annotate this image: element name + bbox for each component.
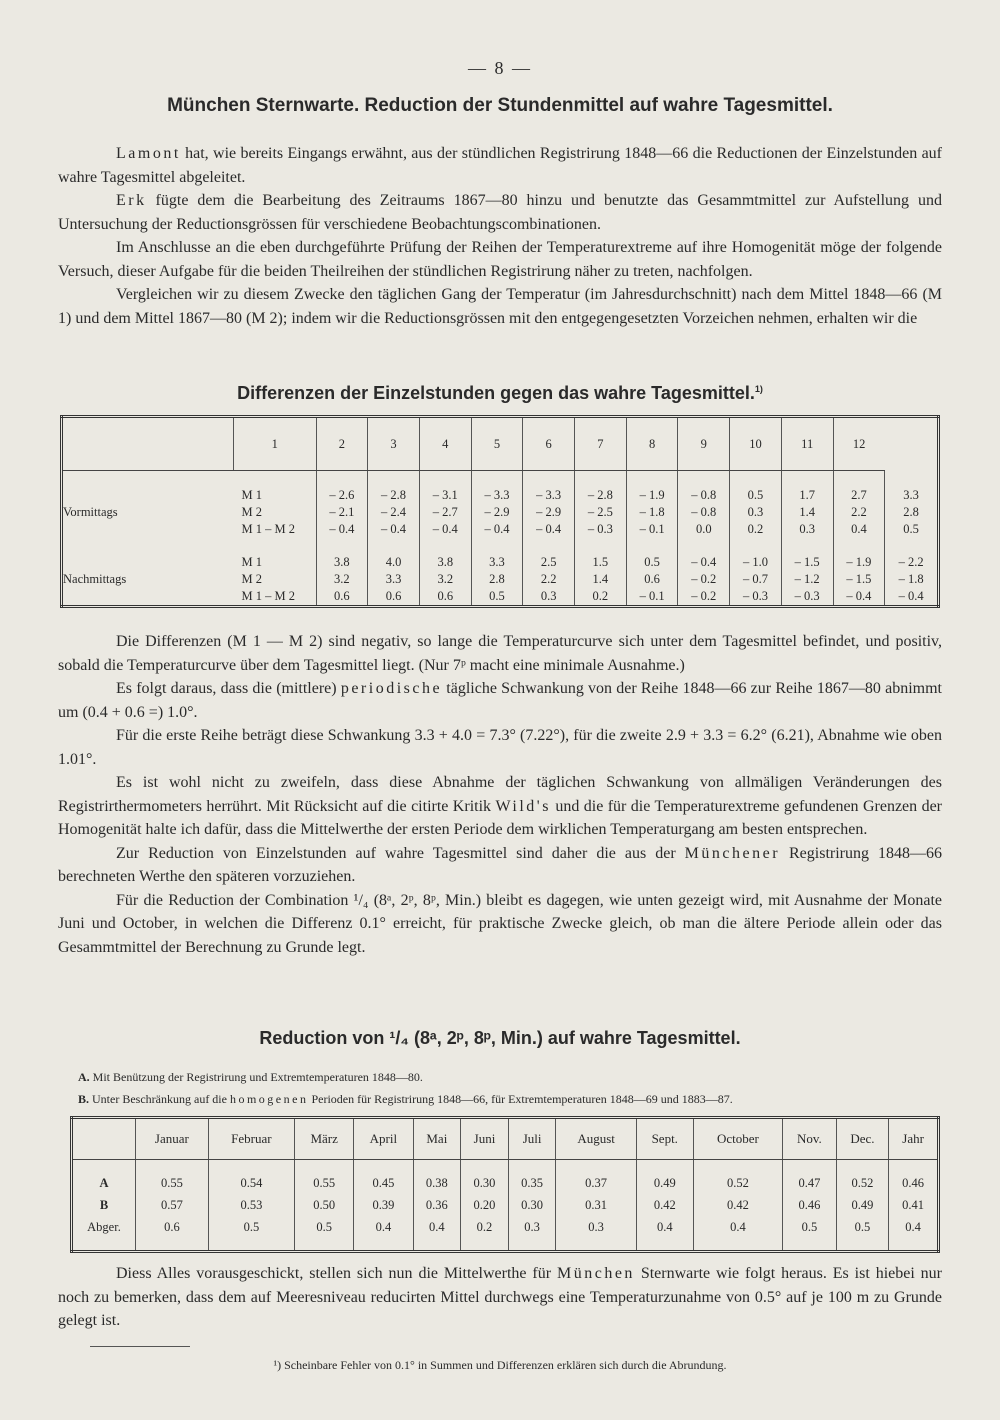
hour-header: 3 bbox=[368, 417, 420, 471]
value-cell: 0.41 bbox=[889, 1194, 939, 1216]
value-cell: – 0.4 bbox=[316, 521, 368, 538]
value-cell: 0.53 bbox=[208, 1194, 294, 1216]
row-label: Abger. bbox=[87, 1219, 121, 1234]
value-cell: – 0.4 bbox=[471, 521, 523, 538]
paragraph-9-post: Registrirung 1848—66 berechneten Werthe den späteren vorzuziehen. bbox=[58, 844, 943, 885]
value-cell: 2.8 bbox=[885, 504, 939, 521]
value-cell: – 0.3 bbox=[575, 521, 627, 538]
value-cell: 2.7 bbox=[833, 471, 885, 505]
value-cell: – 2.8 bbox=[575, 471, 627, 505]
value-cell: 0.2 bbox=[461, 1216, 509, 1252]
table-row bbox=[62, 538, 939, 571]
table2-body bbox=[72, 1160, 939, 1252]
note-b bbox=[78, 1088, 958, 1110]
value-cell: 0.4 bbox=[693, 1216, 782, 1252]
paragraph-11-pre: Diess Alles vorausgeschickt, stellen sich nun die Mittelwerthe für bbox=[116, 1265, 557, 1282]
value-cell: – 2.9 bbox=[523, 504, 575, 521]
value-cell: 0.2 bbox=[730, 521, 782, 538]
row-label: M 2 bbox=[241, 572, 262, 586]
table-row bbox=[62, 504, 939, 521]
value-cell: 1.7 bbox=[781, 471, 833, 505]
paragraph-8-post: und die für die Temperaturextreme gefundenen Grenzen der Homogenität halte ich dafür, dass die Mittelwerthe der ersten Periode dem wirklichen Temperaturgang am besten entsprechen. bbox=[58, 797, 942, 838]
paragraph-10: Für die Reduction der Combination ¹/₄ (8ᵃ, 2ᵖ, 8ᵖ, Min.) bleibt es dagegen, wie unten gezeigt wird, mit Ausnahme der Monate Juni und October, in welchen die Differenz 0.1° erreicht, für praktische Zwecke gleich, ob man die ältere Periode allein oder das Gesammtmittel der Berechnung zu Grunde legt. bbox=[58, 891, 942, 956]
value-cell: 0.5 bbox=[836, 1216, 888, 1252]
page-number: — 8 — bbox=[468, 58, 532, 78]
value-cell: 0.6 bbox=[419, 588, 471, 607]
value-cell: – 1.9 bbox=[626, 471, 678, 505]
value-cell: – 0.4 bbox=[678, 538, 730, 571]
value-cell: – 2.1 bbox=[316, 504, 368, 521]
row-label: A bbox=[99, 1175, 109, 1190]
value-cell: 0.38 bbox=[413, 1160, 461, 1195]
hour-header: 4 bbox=[419, 417, 471, 471]
value-cell: – 1.5 bbox=[833, 571, 885, 588]
table1-header-row bbox=[62, 417, 939, 471]
hour-header: 1 bbox=[234, 417, 317, 471]
value-cell: – 2.2 bbox=[885, 538, 939, 571]
row-label: M 1 bbox=[241, 488, 262, 502]
value-cell: 0.35 bbox=[508, 1160, 556, 1195]
paragraph-4: Vergleichen wir zu diesem Zwecke den täglichen Gang der Temperatur (im Jahresdurchschnitt) nach dem Mittel 1848—66 (M 1) und dem Mittel 1867—80 (M 2); indem wir die Reductionsgrössen mit den entgegengesetzten Vorzeichen nehmen, erhalten wir die bbox=[58, 286, 942, 327]
table2-notes bbox=[78, 1066, 958, 1110]
hour-header: 2 bbox=[316, 417, 368, 471]
value-cell: – 2.9 bbox=[471, 504, 523, 521]
value-cell: 0.52 bbox=[693, 1160, 782, 1195]
note-b-key: B. bbox=[78, 1092, 90, 1106]
paragraph-6-post: tägliche Schwankung von der Reihe 1848—66 zur Reihe 1867—80 abnimmt um (0.4 + 0.6 =) 1.0°. bbox=[58, 680, 942, 721]
table-row bbox=[72, 1194, 939, 1216]
table-row bbox=[72, 1216, 939, 1252]
value-cell: 0.3 bbox=[508, 1216, 556, 1252]
paragraph-9-spaced: Münchener bbox=[684, 844, 781, 862]
group-label-cell bbox=[62, 521, 234, 538]
value-cell: 0.4 bbox=[889, 1216, 939, 1252]
month-header: Nov. bbox=[783, 1118, 837, 1160]
group-label: Nachmittags bbox=[63, 572, 127, 586]
row-label: M 1 bbox=[241, 555, 262, 569]
note-a-text: Mit Benützung der Registrirung und Extremtemperaturen 1848—80. bbox=[92, 1070, 423, 1084]
row-label: M 2 bbox=[241, 505, 262, 519]
paragraph-7: Für die erste Reihe beträgt diese Schwankung 3.3 + 4.0 = 7.3° (7.22°), für die zweite 2.9 + 3.3 = 6.2° (6.21), Abnahme wie oben 1.01°. bbox=[58, 727, 942, 768]
page-title: München Sternwarte. Reduction der Stundenmittel auf wahre Tagesmittel. bbox=[167, 95, 833, 116]
month-header: Mai bbox=[413, 1118, 461, 1160]
value-cell: 0.46 bbox=[889, 1160, 939, 1195]
value-cell: 0.42 bbox=[636, 1194, 693, 1216]
paragraph-2 bbox=[58, 189, 942, 236]
month-header: Dec. bbox=[836, 1118, 888, 1160]
paragraph-8-spaced: Wild's bbox=[495, 797, 551, 815]
month-header: April bbox=[354, 1118, 413, 1160]
note-b-pre: Unter Beschränkung auf die bbox=[92, 1092, 230, 1106]
group-label-cell bbox=[62, 588, 234, 607]
paragraph-11 bbox=[58, 1262, 942, 1333]
value-cell: – 0.1 bbox=[626, 588, 678, 607]
value-cell: 2.2 bbox=[523, 571, 575, 588]
paragraph-1 bbox=[58, 142, 942, 189]
paragraph-9 bbox=[58, 842, 942, 889]
value-cell: 0.6 bbox=[626, 571, 678, 588]
value-cell: – 0.2 bbox=[678, 588, 730, 607]
value-cell: 0.6 bbox=[316, 588, 368, 607]
group-label-cell bbox=[62, 538, 234, 571]
value-cell: 0.57 bbox=[136, 1194, 209, 1216]
table2-header-row bbox=[72, 1118, 939, 1160]
value-cell: 3.2 bbox=[419, 571, 471, 588]
paragraph-11-spaced: München bbox=[556, 1265, 635, 1282]
value-cell: 0.5 bbox=[885, 521, 939, 538]
value-cell: 0.30 bbox=[508, 1194, 556, 1216]
value-cell: 3.8 bbox=[419, 538, 471, 571]
paragraph-5: Die Differenzen (M 1 — M 2) sind negativ, so lange die Temperaturcurve sich unter dem Tagesmittel befindet, und positiv, sobald die Temperaturcurve über dem Tagesmittel liegt. (Nur 7ᵖ macht eine minimale Ausnahme.) bbox=[58, 633, 942, 674]
value-cell: – 1.5 bbox=[781, 538, 833, 571]
value-cell: 0.42 bbox=[693, 1194, 782, 1216]
row-label: M 1 – M 2 bbox=[241, 522, 295, 536]
footnote-mark: 1) bbox=[754, 384, 763, 394]
group-label-cell bbox=[62, 504, 234, 521]
value-cell: 0.4 bbox=[636, 1216, 693, 1252]
month-header: October bbox=[693, 1118, 782, 1160]
intro-text bbox=[58, 142, 942, 330]
closing-text bbox=[58, 1262, 942, 1333]
value-cell: 0.4 bbox=[833, 521, 885, 538]
value-cell: – 0.7 bbox=[730, 571, 782, 588]
hour-header: 9 bbox=[678, 417, 730, 471]
value-cell: – 0.2 bbox=[678, 571, 730, 588]
hour-header: 8 bbox=[626, 417, 678, 471]
value-cell: 0.31 bbox=[556, 1194, 636, 1216]
note-a bbox=[78, 1066, 958, 1088]
value-cell: – 0.4 bbox=[368, 521, 420, 538]
value-cell: 0.49 bbox=[636, 1160, 693, 1195]
value-cell: 0.45 bbox=[354, 1160, 413, 1195]
paragraph-6 bbox=[58, 677, 942, 724]
value-cell: – 0.8 bbox=[678, 504, 730, 521]
value-cell: 0.20 bbox=[461, 1194, 509, 1216]
paragraph-11-post: Sternwarte wie folgt heraus. Es ist hiebei nur noch zu bemerken, dass dem auf Meeresniveau reducirten Mittel durchwegs eine Temperaturzunahme von 0.5° auf je 100 m zu Grunde gelegt ist. bbox=[58, 1265, 943, 1329]
paragraph-9-pre: Zur Reduction von Einzelstunden auf wahre Tagesmittel sind daher die aus der bbox=[116, 844, 685, 862]
value-cell: – 0.4 bbox=[885, 588, 939, 607]
reduction-table bbox=[70, 1116, 940, 1253]
month-header: Juli bbox=[508, 1118, 556, 1160]
value-cell: 3.8 bbox=[316, 538, 368, 571]
analysis-text bbox=[58, 630, 942, 959]
value-cell: 0.30 bbox=[461, 1160, 509, 1195]
paragraph-1-text: hat, wie bereits Eingangs erwähnt, aus der stündlichen Registrirung 1848—66 die Reductionen der Einzelstunden auf wahre Tagesmittel abgeleitet. bbox=[58, 145, 942, 186]
table-row bbox=[72, 1160, 939, 1195]
value-cell: 0.3 bbox=[556, 1216, 636, 1252]
value-cell: 0.5 bbox=[471, 588, 523, 607]
note-b-spaced: homogenen bbox=[229, 1092, 309, 1106]
value-cell: – 3.1 bbox=[419, 471, 471, 505]
value-cell: 0.3 bbox=[523, 588, 575, 607]
month-header: Sept. bbox=[636, 1118, 693, 1160]
month-header: März bbox=[295, 1118, 354, 1160]
table-row bbox=[62, 471, 939, 505]
value-cell: 1.4 bbox=[575, 571, 627, 588]
value-cell: 0.5 bbox=[730, 471, 782, 505]
paragraph-6-pre: Es folgt daraus, dass die (mittlere) bbox=[116, 680, 341, 697]
value-cell: – 0.4 bbox=[419, 521, 471, 538]
value-cell: 3.3 bbox=[885, 471, 939, 505]
table-row bbox=[62, 521, 939, 538]
value-cell: 2.8 bbox=[471, 571, 523, 588]
value-cell: 0.6 bbox=[368, 588, 420, 607]
hour-header: 7 bbox=[575, 417, 627, 471]
hour-header: 5 bbox=[471, 417, 523, 471]
value-cell: 0.52 bbox=[836, 1160, 888, 1195]
value-cell: – 1.8 bbox=[885, 571, 939, 588]
value-cell: 0.3 bbox=[781, 521, 833, 538]
value-cell: – 1.8 bbox=[626, 504, 678, 521]
footnote: ¹) Scheinbare Fehler von 0.1° in Summen und Differenzen erklären sich durch die Abrundung. bbox=[0, 1358, 1000, 1373]
value-cell: 0.3 bbox=[730, 504, 782, 521]
value-cell: – 2.5 bbox=[575, 504, 627, 521]
group-label-cell bbox=[62, 471, 234, 505]
value-cell: 0.49 bbox=[836, 1194, 888, 1216]
month-header: Januar bbox=[136, 1118, 209, 1160]
value-cell: – 2.4 bbox=[368, 504, 420, 521]
value-cell: 0.5 bbox=[626, 538, 678, 571]
value-cell: 0.50 bbox=[295, 1194, 354, 1216]
value-cell: 0.5 bbox=[783, 1216, 837, 1252]
row-label: B bbox=[99, 1197, 109, 1212]
value-cell: 0.55 bbox=[136, 1160, 209, 1195]
paragraph-6-spaced: periodische bbox=[340, 680, 443, 697]
value-cell: – 0.8 bbox=[678, 471, 730, 505]
hour-header: 10 bbox=[730, 417, 782, 471]
table1-title bbox=[60, 383, 940, 404]
row-label: M 1 – M 2 bbox=[241, 589, 295, 603]
value-cell: 0.4 bbox=[354, 1216, 413, 1252]
value-cell: – 3.3 bbox=[471, 471, 523, 505]
value-cell: – 1.2 bbox=[781, 571, 833, 588]
table1-title-text: Differenzen der Einzelstunden gegen das wahre Tagesmittel. bbox=[237, 383, 755, 403]
value-cell: 0.0 bbox=[678, 521, 730, 538]
paragraph-8 bbox=[58, 771, 942, 842]
value-cell: 3.3 bbox=[471, 538, 523, 571]
group-label-cell bbox=[62, 571, 234, 588]
differences-table bbox=[60, 415, 940, 608]
table2-corner-cell bbox=[72, 1118, 136, 1160]
value-cell: 0.37 bbox=[556, 1160, 636, 1195]
hour-header: 12 bbox=[833, 417, 885, 471]
month-header: Februar bbox=[208, 1118, 294, 1160]
value-cell: 3.2 bbox=[316, 571, 368, 588]
value-cell: 0.39 bbox=[354, 1194, 413, 1216]
value-cell: – 2.6 bbox=[316, 471, 368, 505]
value-cell: 2.5 bbox=[523, 538, 575, 571]
value-cell: – 0.3 bbox=[781, 588, 833, 607]
value-cell: – 3.3 bbox=[523, 471, 575, 505]
paragraph-2-text: fügte dem die Bearbeitung des Zeitraums 1867—80 hinzu und benutzte das Gesammtmittel zur Aufstellung und Untersuchung der Reductionsgrössen für verschiedene Beobachtungscombinationen. bbox=[58, 192, 942, 233]
value-cell: 0.6 bbox=[136, 1216, 209, 1252]
hour-header: 11 bbox=[781, 417, 833, 471]
value-cell: – 1.0 bbox=[730, 538, 782, 571]
value-cell: 0.46 bbox=[783, 1194, 837, 1216]
paragraph-8-pre: Es ist wohl nicht zu zweifeln, dass diese Abnahme der täglichen Schwankung von allmäligen Veränderungen des Registrirthermometers herrührt. Mit Rücksicht auf die citirte Kritik bbox=[58, 774, 942, 815]
value-cell: 0.47 bbox=[783, 1160, 837, 1195]
value-cell: 3.3 bbox=[368, 571, 420, 588]
note-a-key: A. bbox=[78, 1070, 90, 1084]
table-row bbox=[62, 571, 939, 588]
value-cell: 0.5 bbox=[208, 1216, 294, 1252]
month-header: Jahr bbox=[889, 1118, 939, 1160]
value-cell: 1.5 bbox=[575, 538, 627, 571]
value-cell: 2.2 bbox=[833, 504, 885, 521]
value-cell: 0.54 bbox=[208, 1160, 294, 1195]
table2-title: Reduction von ¹/₄ (8ᵃ, 2ᵖ, 8ᵖ, Min.) auf wahre Tagesmittel. bbox=[259, 1028, 741, 1048]
author-name-erk: Erk bbox=[116, 192, 147, 209]
value-cell: 0.36 bbox=[413, 1194, 461, 1216]
value-cell: 0.2 bbox=[575, 588, 627, 607]
paragraph-3: Im Anschlusse an die eben durchgeführte Prüfung der Reihen der Temperaturextreme auf ihre Homogenität möge der folgende Versuch, dieser Aufgabe für die beiden Theilreihen der stündlichen Registrirung näher zu treten, nachfolgen. bbox=[58, 239, 942, 280]
value-cell: – 2.7 bbox=[419, 504, 471, 521]
hour-header: 6 bbox=[523, 417, 575, 471]
value-cell: – 1.9 bbox=[833, 538, 885, 571]
group-label: Vormittags bbox=[63, 505, 118, 519]
value-cell: 0.5 bbox=[295, 1216, 354, 1252]
value-cell: 1.4 bbox=[781, 504, 833, 521]
value-cell: 4.0 bbox=[368, 538, 420, 571]
value-cell: – 0.4 bbox=[523, 521, 575, 538]
value-cell: 0.4 bbox=[413, 1216, 461, 1252]
value-cell: – 2.8 bbox=[368, 471, 420, 505]
value-cell: – 0.3 bbox=[730, 588, 782, 607]
value-cell: – 0.4 bbox=[833, 588, 885, 607]
table1-body bbox=[62, 471, 939, 607]
month-header: August bbox=[556, 1118, 636, 1160]
month-header: Juni bbox=[461, 1118, 509, 1160]
note-b-post: Perioden für Registrirung 1848—66, für Extremtemperaturen 1848—69 und 1883—87. bbox=[308, 1092, 733, 1106]
value-cell: 0.55 bbox=[295, 1160, 354, 1195]
author-name-lamont: Lamont bbox=[116, 145, 181, 162]
table-row bbox=[62, 588, 939, 607]
table1-corner-cell bbox=[62, 417, 234, 471]
value-cell: – 0.1 bbox=[626, 521, 678, 538]
